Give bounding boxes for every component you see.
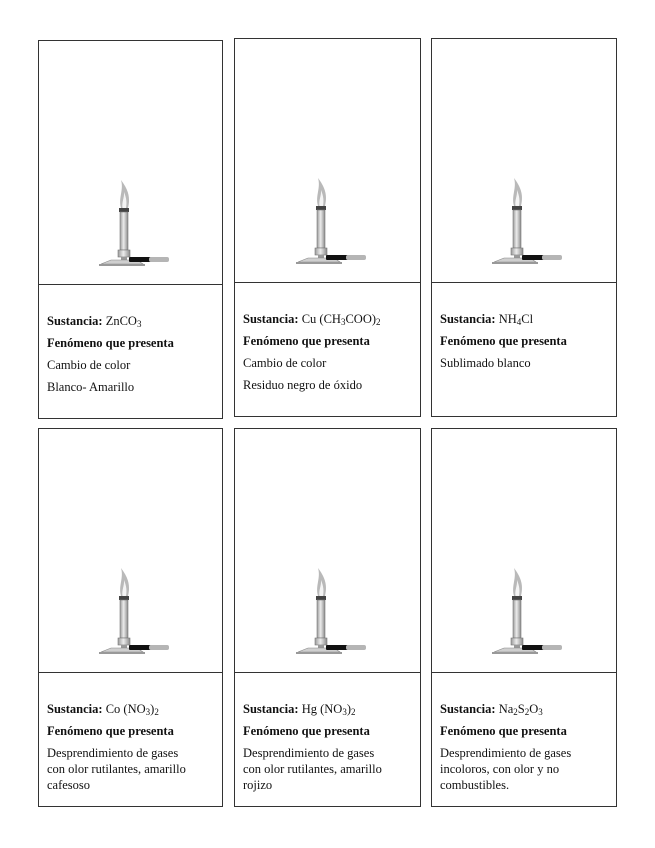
substance-card [234,428,421,807]
bunsen-burner-icon [288,566,368,666]
bunsen-burner-icon [484,176,564,276]
illustration-panel [39,41,222,285]
substance-card [431,428,617,807]
illustration-panel [235,429,420,673]
substance-card [431,38,617,417]
substance-formula: $Na_2S_2O_3$ [498,702,543,717]
observation-text: con olor rutilantes, amarillo [47,762,186,776]
substance-formula: Co $(NO_3)_2$ [105,702,159,717]
observation-text: Desprendimiento de gases [243,746,375,760]
phenomenon-heading: Fenómeno que presenta [47,336,174,350]
bunsen-burner-icon [484,566,564,666]
substance-line [47,701,216,717]
substance-line [440,311,610,327]
substance-formula: Cu $(CH_3COO)_2$ [301,312,381,327]
substance-label: Sustancia: [47,702,103,716]
substance-card [234,38,421,417]
substance-line [47,313,216,329]
illustration-panel [39,429,222,673]
bunsen-burner-icon [91,566,171,666]
observation-text: cafesoso [47,778,91,792]
substance-formula: ZnCO$_3$ [105,314,142,329]
substance-line [243,701,414,717]
observation-text: combustibles. [440,778,510,792]
observation-text: Residuo negro de óxido [243,378,363,392]
illustration-panel [432,429,616,673]
substance-label: Sustancia: [440,702,496,716]
observation-text: Blanco- Amarillo [47,380,135,394]
substance-formula: $NH_4Cl$ [498,312,534,327]
substance-card [38,428,223,807]
phenomenon-heading: Fenómeno que presenta [47,724,174,738]
phenomenon-heading: Fenómeno que presenta [440,334,567,348]
illustration-panel [432,39,616,283]
phenomenon-heading: Fenómeno que presenta [243,334,370,348]
substance-label: Sustancia: [440,312,496,326]
substance-label: Sustancia: [243,702,299,716]
bunsen-burner-icon [288,176,368,276]
observation-text: con olor rutilantes, amarillo [243,762,382,776]
illustration-panel [235,39,420,283]
substance-label: Sustancia: [47,314,103,328]
observation-text: Cambio de color [243,356,327,370]
observation-text: Cambio de color [47,358,131,372]
substance-card [38,40,223,419]
observation-text: Sublimado blanco [440,356,531,370]
bunsen-burner-icon [91,178,171,278]
substance-formula: Hg $(NO_3)_2$ [301,702,356,717]
observation-text: Desprendimiento de gases [440,746,572,760]
observation-text: incoloros, con olor y no [440,762,560,776]
observation-text: rojizo [243,778,273,792]
observation-text: Desprendimiento de gases [47,746,179,760]
phenomenon-heading: Fenómeno que presenta [440,724,567,738]
phenomenon-heading: Fenómeno que presenta [243,724,370,738]
substance-label: Sustancia: [243,312,299,326]
substance-line [440,701,610,717]
substance-line [243,311,414,327]
